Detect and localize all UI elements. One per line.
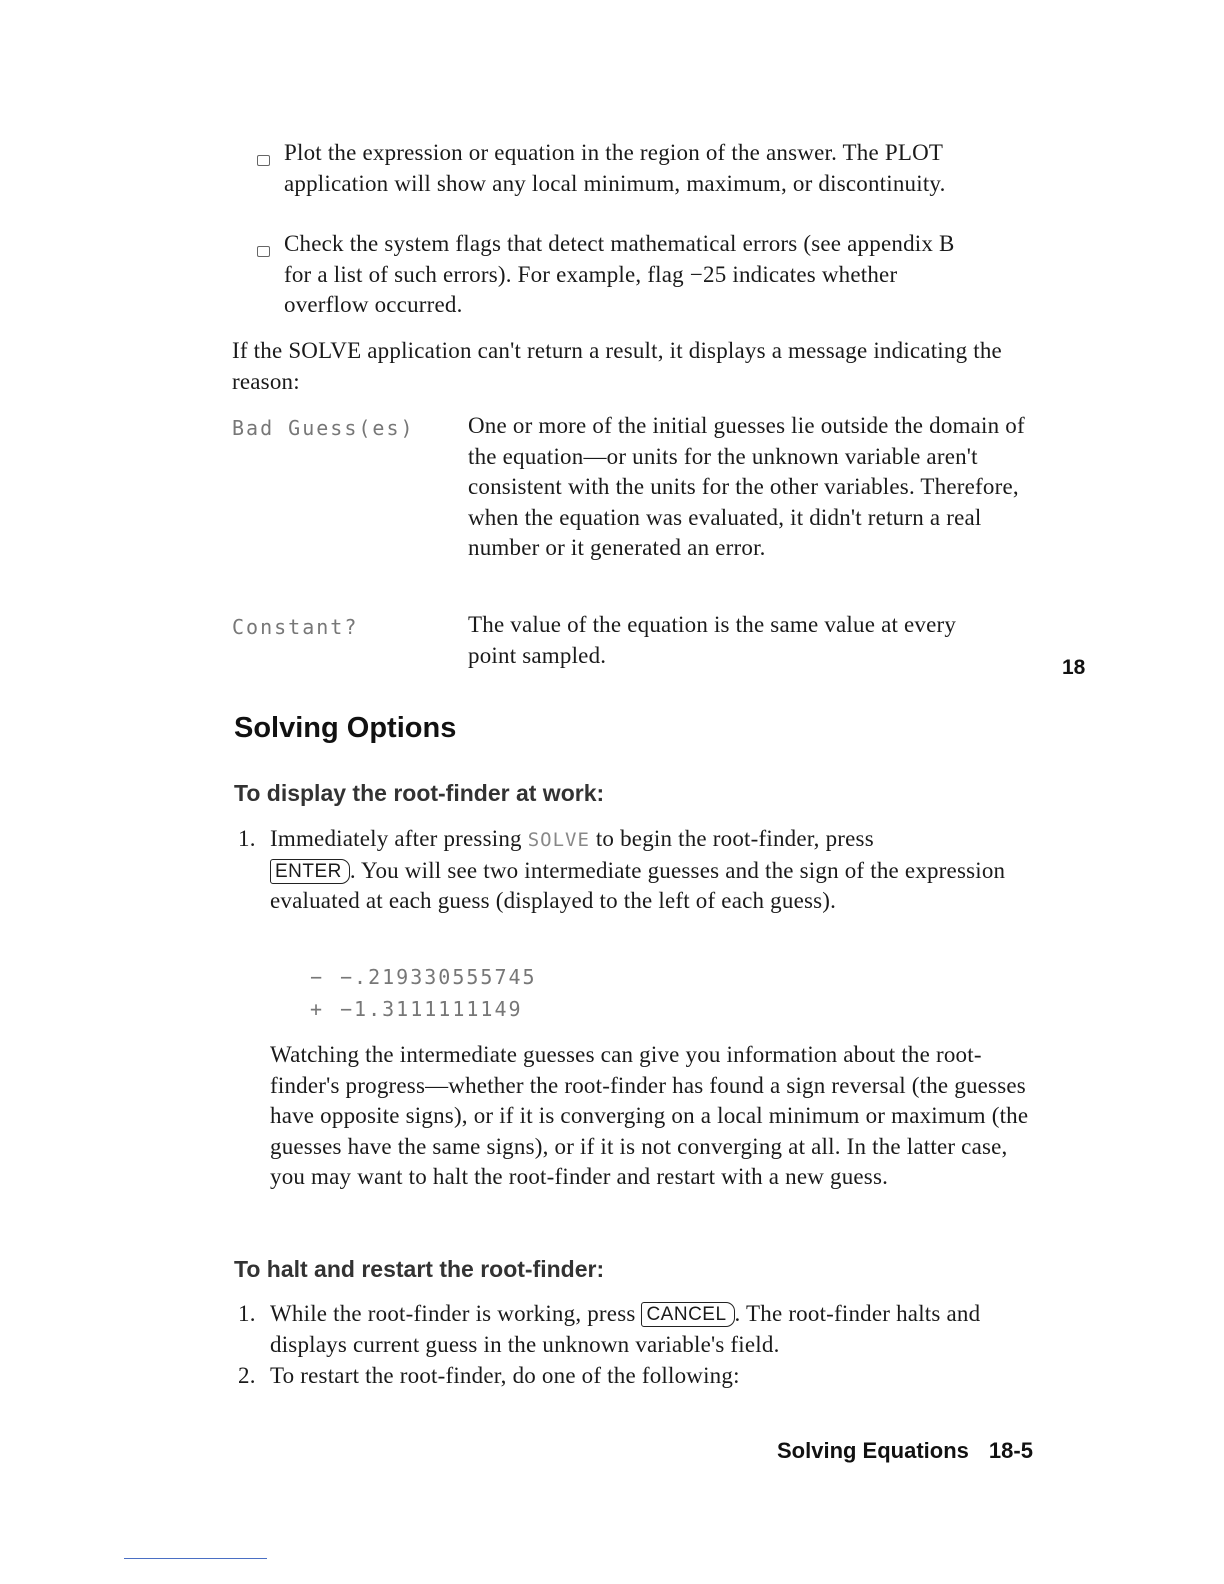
- sign-indicator: −: [310, 965, 325, 989]
- intro-paragraph: If the SOLVE application can't return a result, it displays a message indicating the reason:: [232, 338, 1002, 394]
- step-text: Immediately after pressing: [270, 826, 522, 851]
- watching-paragraph: Watching the intermediate guesses can give you information about the root-finder's progress—whether the root-finder has found a sign reversal (the guesses have opposite signs), or if it is converging on a local minimum or maximum (the guesses have the same signs), or if it is not converging at all. In the latter case, you may want to halt the root-finder and restart with a new guess.: [270, 1042, 1029, 1190]
- chapter-tab-number: 18: [1062, 656, 1086, 679]
- step-number: 1.: [238, 826, 256, 851]
- guess-value: −.219330555745: [340, 965, 537, 989]
- step-text: to begin the root-finder, press: [595, 826, 874, 851]
- display-step-text: [270, 824, 1022, 917]
- display-line: [310, 965, 537, 989]
- section-title: Solving Options: [234, 712, 457, 744]
- halt-step-text: [270, 1299, 1022, 1360]
- message-code-constant: Constant?: [232, 615, 359, 639]
- footer-page-number: 18-5: [988, 1438, 1033, 1463]
- cancel-key: CANCEL: [641, 1302, 734, 1327]
- subheading-display-root-finder: To display the root-finder at work:: [234, 780, 605, 806]
- tip-plot: Plot the expression or equation in the region of the answer. The PLOT application will show any local minimum, maximum, or discontinuity.: [284, 140, 946, 196]
- restart-step-text: To restart the root-finder, do one of the following:: [270, 1363, 740, 1388]
- guess-value: −1.3111111149: [340, 997, 523, 1021]
- tip-flags: Check the system flags that detect mathematical errors (see appendix B for a list of such errors). For example, flag −25 indicates whether overflow occurred.: [284, 231, 955, 318]
- step-text: . You will see two intermediate guesses and the sign of the expression evaluated at each guess (displayed to the left of each guess).: [270, 857, 1006, 914]
- footer: [777, 1438, 1033, 1464]
- message-description-constant: The value of the equation is the same value at every point sampled.: [468, 612, 957, 668]
- bullet-icon: [257, 246, 270, 257]
- footer-chapter-title: Solving Equations: [777, 1438, 969, 1463]
- step-text: . The root-finder halts and displays current guess in the unknown variable's field.: [270, 1301, 981, 1357]
- footer-rule: [124, 1558, 267, 1559]
- message-code-bad-guess: Bad Guess(es): [232, 416, 415, 440]
- step-number: 2.: [238, 1363, 256, 1388]
- sign-indicator: +: [310, 997, 325, 1021]
- display-line: [310, 997, 523, 1021]
- step-text: While the root-finder is working, press: [270, 1301, 636, 1326]
- subheading-halt-restart: To halt and restart the root-finder:: [234, 1256, 605, 1282]
- step-number: 1.: [238, 1301, 256, 1326]
- message-description-bad-guess: One or more of the initial guesses lie outside the domain of the equation—or units for the unknown variable aren't consistent with the units for the other variables. Therefore, when the equation was evaluated, it didn't return a real number or it generated an error.: [468, 413, 1025, 561]
- solve-softkey: SOLVE: [527, 829, 590, 851]
- enter-key: ENTER: [270, 859, 350, 884]
- bullet-icon: [257, 155, 270, 166]
